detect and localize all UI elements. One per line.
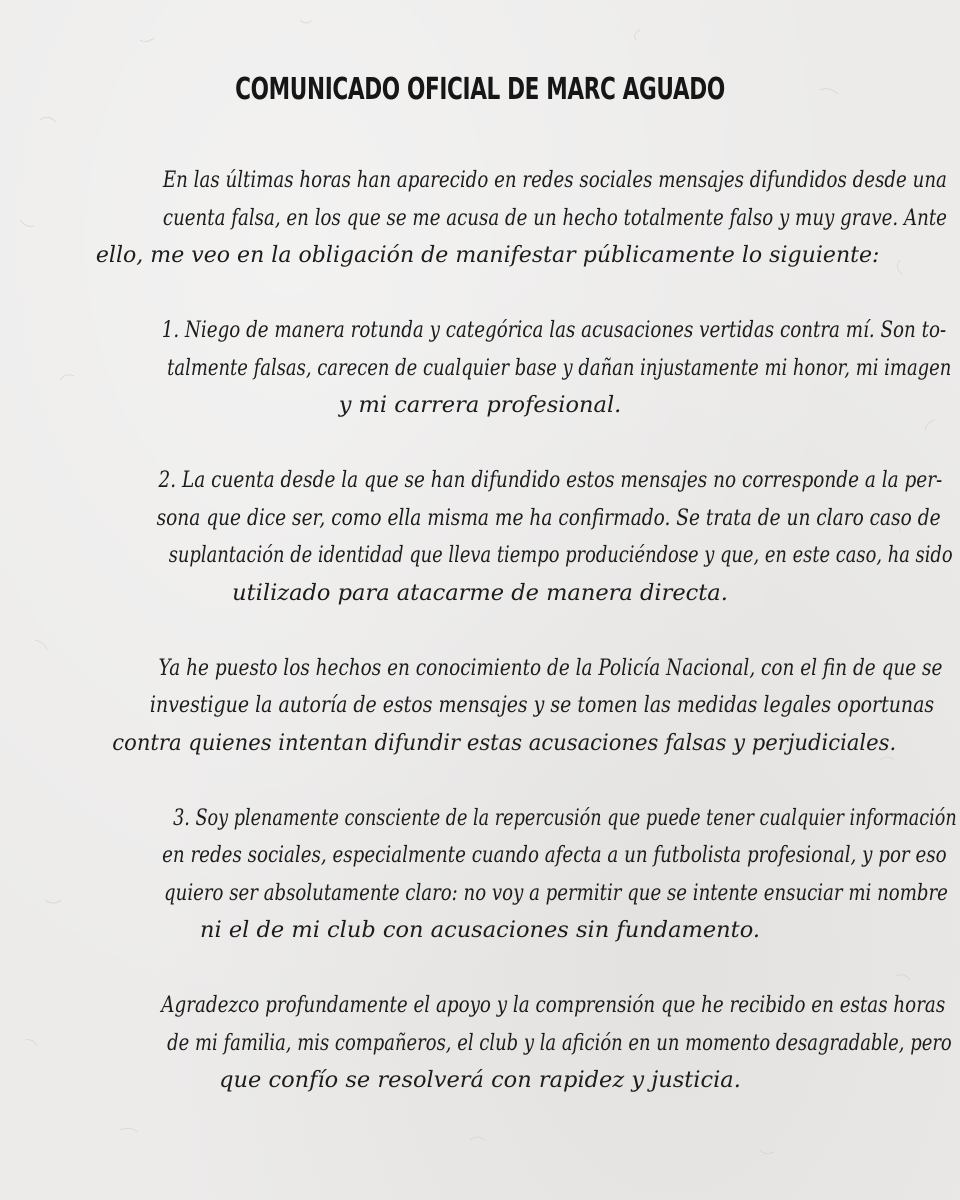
paragraph-line: investigue la autoría de estos mensajes y se tomen las medidas legales oportunas — [149, 692, 935, 718]
paragraph-line: En las últimas horas han aparecido en redes sociales mensajes difundidos desde una — [162, 167, 947, 193]
paragraph-line: utilizado para atacarme de manera directa. — [232, 579, 728, 606]
paragraph-line: contra quienes intentan difundir estas acusaciones falsas y perjudiciales. — [112, 729, 897, 756]
paragraph-line: talmente falsas, carecen de cualquier base y dañan injustamente mi honor, mi imagen — [167, 354, 952, 381]
paragraph-police — [88, 650, 943, 763]
paragraph-line: sona que dice ser, como ella misma me ha confirmado. Se trata de un claro caso de — [156, 504, 941, 531]
paragraph-point-1 — [88, 312, 952, 425]
paragraph-line: y mi carrera profesional. — [338, 392, 622, 418]
paragraph-line: Agradezco profundamente el apoyo y la comprensión que he recibido en estas horas — [161, 992, 946, 1018]
paragraph-line: que confío se resolverá con rapidez y justicia. — [219, 1067, 741, 1093]
paragraph-line: 3. Soy plenamente consciente de la repercusión que puede tener cualquier información — [173, 804, 957, 831]
statement-body — [88, 162, 957, 1137]
paragraph-line: ni el de mi club con acusaciones sin fundamento. — [199, 917, 760, 943]
paragraph-line: ello, me veo en la obligación de manifestar públicamente lo siguiente: — [95, 242, 880, 268]
paragraph-line: cuenta falsa, en los que se me acusa de un hecho totalmente falso y muy grave. Ante — [162, 204, 947, 231]
paragraph-point-3 — [88, 800, 957, 950]
paragraph-line: quiero ser absolutamente claro: no voy a permitir que se intente ensuciar mi nombre — [164, 879, 948, 906]
paragraph-line: en redes sociales, especialmente cuando afecta a un futbolista profesional, y por eso — [162, 842, 947, 868]
statement-title: COMUNICADO OFICIAL DE MARC AGUADO — [235, 72, 725, 107]
paragraph-line: Ya he puesto los hechos en conocimiento de la Policía Nacional, con el fin de que se — [158, 654, 943, 681]
paragraph-line: 2. La cuenta desde la que se han difundido estos mensajes no corresponde a la per- — [158, 467, 943, 493]
paragraph-thanks — [88, 987, 952, 1100]
paragraph-intro — [88, 162, 947, 275]
paragraph-line: suplantación de identidad que lleva tiempo produciéndose y que, en este caso, ha sido — [168, 542, 953, 568]
paragraph-line: 1. Niego de manera rotunda y categórica las acusaciones vertidas contra mí. Son to- — [161, 317, 947, 343]
paragraph-line: de mi familia, mis compañeros, el club y la afición en un momento desagradable, pero — [167, 1029, 952, 1056]
paragraph-point-2 — [88, 462, 953, 612]
